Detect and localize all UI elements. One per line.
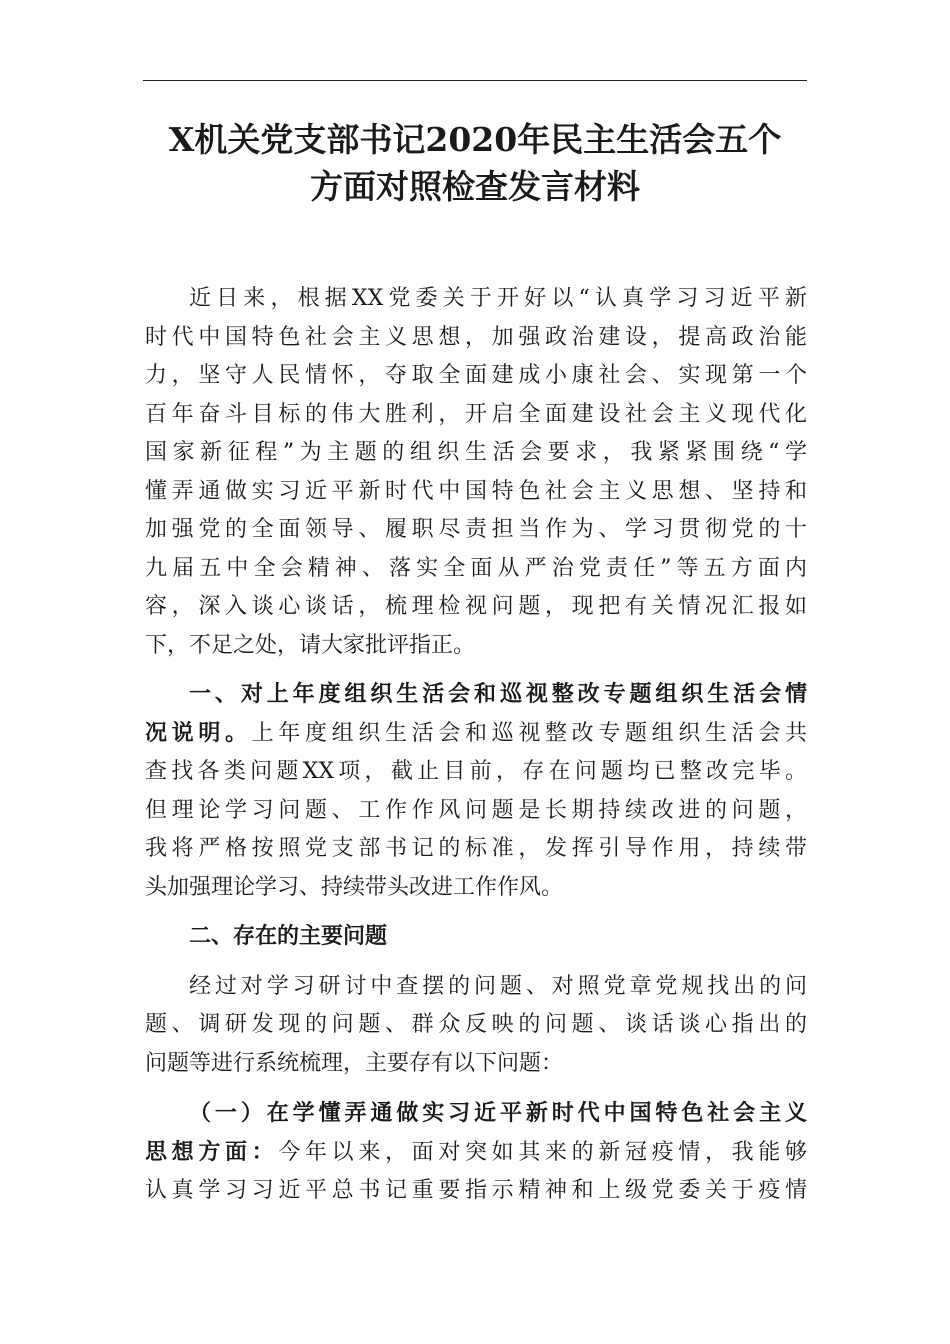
text-line: 认真学习习近平总书记重要指示精神和上级党委关于疫情 bbox=[145, 1178, 807, 1203]
intro-paragraph bbox=[145, 280, 807, 665]
section-1-heading-end: 况说明。 bbox=[145, 720, 252, 746]
text-line: 容，深入谈心谈话，梳理检视问题，现把有关情况汇报如 bbox=[145, 594, 807, 619]
title-line-2: 方面对照检查发言材料 bbox=[310, 167, 640, 206]
document-title bbox=[120, 116, 830, 210]
text-line: 力，坚守人民情怀，夺取全面建成小康社会、实现第一个 bbox=[145, 363, 807, 388]
subsection-1-heading-end: 思想方面： bbox=[145, 1138, 279, 1165]
header-rule bbox=[143, 80, 807, 81]
text-line: 近日来，根据XX党委关于开好以“认真学习习近平新 bbox=[189, 286, 807, 311]
section-2-paragraph bbox=[145, 968, 807, 1084]
subsection-1-heading: （一）在学懂弄通做实习近平新时代中国特色社会主义 bbox=[189, 1100, 807, 1126]
text-line: 经过对学习研讨中查摆的问题、对照党章党规找出的问 bbox=[189, 973, 807, 999]
section-1-text-start: 上年度组织生活会和巡视整改专题组织生活会共 bbox=[251, 720, 807, 746]
subsection-1-paragraph bbox=[145, 1094, 807, 1211]
text-line: 题、调研发现的问题、群众反映的问题、谈话谈心指出的 bbox=[145, 1012, 807, 1037]
document-body bbox=[145, 280, 807, 1211]
section-2-heading-paragraph bbox=[145, 918, 807, 957]
section-1-paragraph bbox=[145, 676, 807, 907]
text-line: 懂弄通做实习近平新时代中国特色社会主义思想、坚持和 bbox=[145, 478, 807, 504]
title-line-1: X机关党支部书记2020年民主生活会五个 bbox=[168, 120, 782, 159]
text-line: 查找各类问题XX项，截止目前，存在问题均已整改完毕。 bbox=[145, 759, 807, 784]
text-line: 头加强理论学习、持续带头改进工作作风。 bbox=[145, 874, 564, 900]
text-line: 我将严格按照党支部书记的标准，发挥引导作用，持续带 bbox=[145, 836, 807, 861]
text-line: 九届五中全会精神、落实全面从严治党责任”等五方面内 bbox=[145, 555, 807, 581]
section-2-heading: 二、存在的主要问题 bbox=[189, 924, 388, 949]
text-line: 国家新征程”为主题的组织生活会要求，我紧紧围绕“学 bbox=[145, 440, 807, 465]
text-line: 加强党的全面领导、履职尽责担当作为、学习贯彻党的十 bbox=[145, 517, 807, 542]
text-line: 下，不足之处，请大家批评指正。 bbox=[145, 632, 476, 658]
subsection-1-text-start: 今年以来，面对突如其来的新冠疫情，我能够 bbox=[278, 1139, 807, 1165]
text-line: 问题等进行系统梳理，主要存有以下问题： bbox=[145, 1050, 564, 1076]
text-line: 百年奋斗目标的伟大胜利，开启全面建设社会主义现代化 bbox=[145, 401, 807, 427]
text-line: 但理论学习问题、工作作风问题是长期持续改进的问题， bbox=[145, 797, 807, 823]
text-line: 时代中国特色社会主义思想，加强政治建设，提高政治能 bbox=[145, 324, 807, 350]
section-1-heading: 一、对上年度组织生活会和巡视整改专题组织生活会情 bbox=[189, 682, 807, 707]
